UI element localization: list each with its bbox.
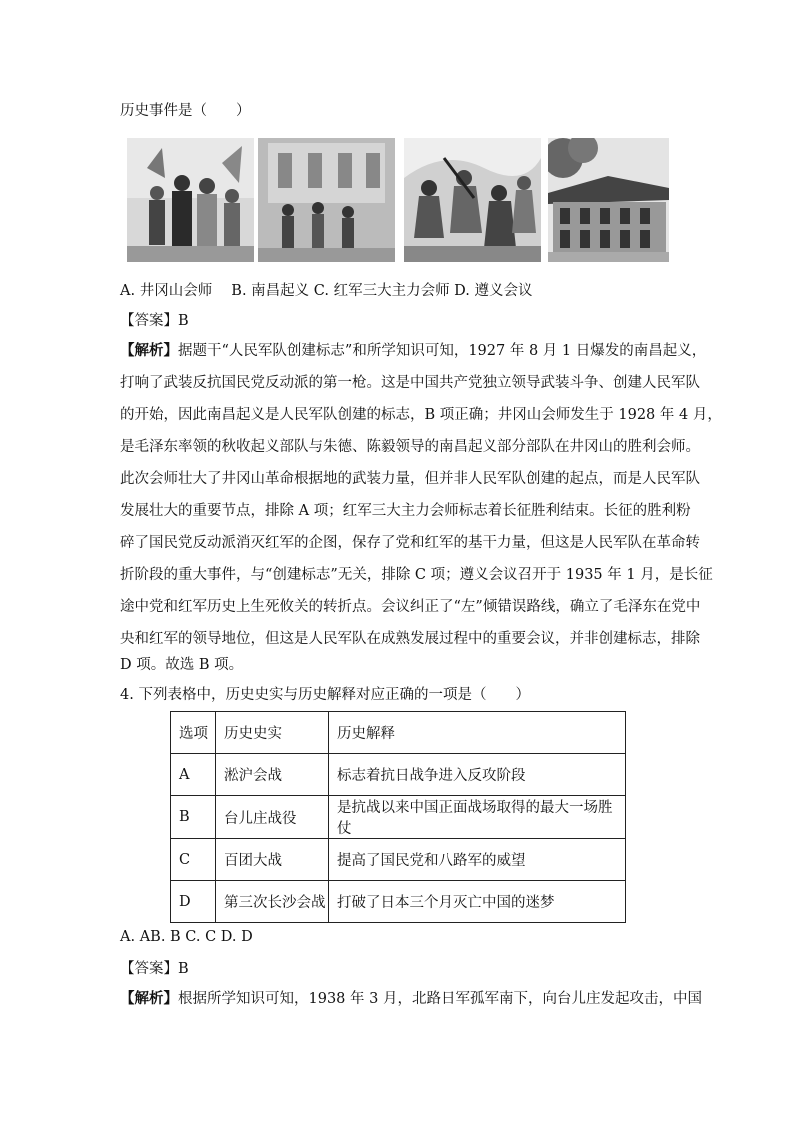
q4-answer: 【答案】B xyxy=(120,961,189,977)
table-header-cell: 选项 xyxy=(171,712,216,754)
table-cell: 提高了国民党和八路军的威望 xyxy=(329,839,626,881)
table-row xyxy=(171,839,626,881)
table-cell: A xyxy=(171,754,216,796)
q3-analysis-line-5: 此次会师壮大了井冈山革命根据地的武装力量，但并非人民军队创建的起点，而是人民军队 xyxy=(120,471,700,487)
q3-analysis-line-4: 是毛泽东率领的秋收起义部队与朱德、陈毅领导的南昌起义部分部队在井冈山的胜利会师。 xyxy=(120,439,700,455)
table-cell: 标志着抗日战争进入反攻阶段 xyxy=(329,754,626,796)
q3-analysis-line-2: 打响了武装反抗国民党反动派的第一枪。这是中国共产党独立领导武装斗争、创建人民军队 xyxy=(120,375,700,391)
table-row xyxy=(171,796,626,839)
q3-options: A. 井冈山会师 B. 南昌起义 C. 红军三大主力会师 D. 遵义会议 xyxy=(120,283,533,299)
table-cell: 百团大战 xyxy=(216,839,329,881)
q4-analysis-tag: 【解析】 xyxy=(120,990,178,1007)
nanchang-uprising-photo xyxy=(258,138,395,262)
table-cell: B xyxy=(171,796,216,839)
table-row xyxy=(171,881,626,923)
table-cell: D xyxy=(171,881,216,923)
zunyi-meeting-building-photo xyxy=(548,138,669,262)
q4-analysis-line-1: 【解析】根据所学知识可知，1938 年 3 月，北路日军孤军南下，向台儿庄发起攻击，中国 xyxy=(120,990,702,1007)
table-header-row xyxy=(171,712,626,754)
table-header-cell: 历史解释 xyxy=(329,712,626,754)
q3-analysis-line-7: 碎了国民党反动派消灭红军的企图，保存了党和红军的基干力量，但这是人民军队在革命转 xyxy=(120,535,700,551)
q3-analysis-line-1: 【解析】据题干“人民军队创建标志”和所学知识可知，1927 年 8 月 1 日爆发的南昌起义， xyxy=(120,342,707,359)
table-cell: C xyxy=(171,839,216,881)
q4-options: A. AB. B C. C D. D xyxy=(120,929,253,945)
table-cell: 淞沪会战 xyxy=(216,754,329,796)
q3-analysis-line-10: 央和红军的领导地位，但这是人民军队在成熟发展过程中的重要会议，并非创建标志，排除 xyxy=(120,631,700,647)
q3-answer: 【答案】B xyxy=(120,313,189,329)
table-cell: 打破了日本三个月灭亡中国的迷梦 xyxy=(329,881,626,923)
table-row xyxy=(171,754,626,796)
q4-stem: 4. 下列表格中，历史史实与历史解释对应正确的一项是（ ） xyxy=(120,687,530,703)
question-intro: 历史事件是（ ） xyxy=(120,103,251,119)
q3-analysis-line-9: 途中党和红军历史上生死攸关的转折点。会议纠正了“左”倾错误路线，确立了毛泽东在党中 xyxy=(120,599,701,615)
q3-analysis-line-3: 的开始，因此南昌起义是人民军队创建的标志，B 项正确；井冈山会师发生于 1928 年 4 月， xyxy=(120,407,722,423)
table-cell: 台儿庄战役 xyxy=(216,796,329,839)
q4-table xyxy=(170,711,626,923)
red-army-meeting-photo xyxy=(404,138,541,262)
q3-analysis-line-6: 发展壮大的重要节点，排除 A 项；红军三大主力会师标志着长征胜利结束。长征的胜利粉 xyxy=(120,503,691,519)
table-cell: 是抗战以来中国正面战场取得的最大一场胜仗 xyxy=(329,796,626,839)
table-header-cell: 历史史实 xyxy=(216,712,329,754)
q3-analysis-line-11: D 项。故选 B 项。 xyxy=(120,657,244,673)
image-row xyxy=(127,138,669,263)
jinggangshan-meeting-photo xyxy=(127,138,254,262)
table-cell: 第三次长沙会战 xyxy=(216,881,329,923)
q3-analysis-line-8: 折阶段的重大事件，与“创建标志”无关，排除 C 项；遵义会议召开于 1935 年 1 月，是长征 xyxy=(120,567,713,583)
q3-analysis-tag: 【解析】 xyxy=(120,342,178,359)
